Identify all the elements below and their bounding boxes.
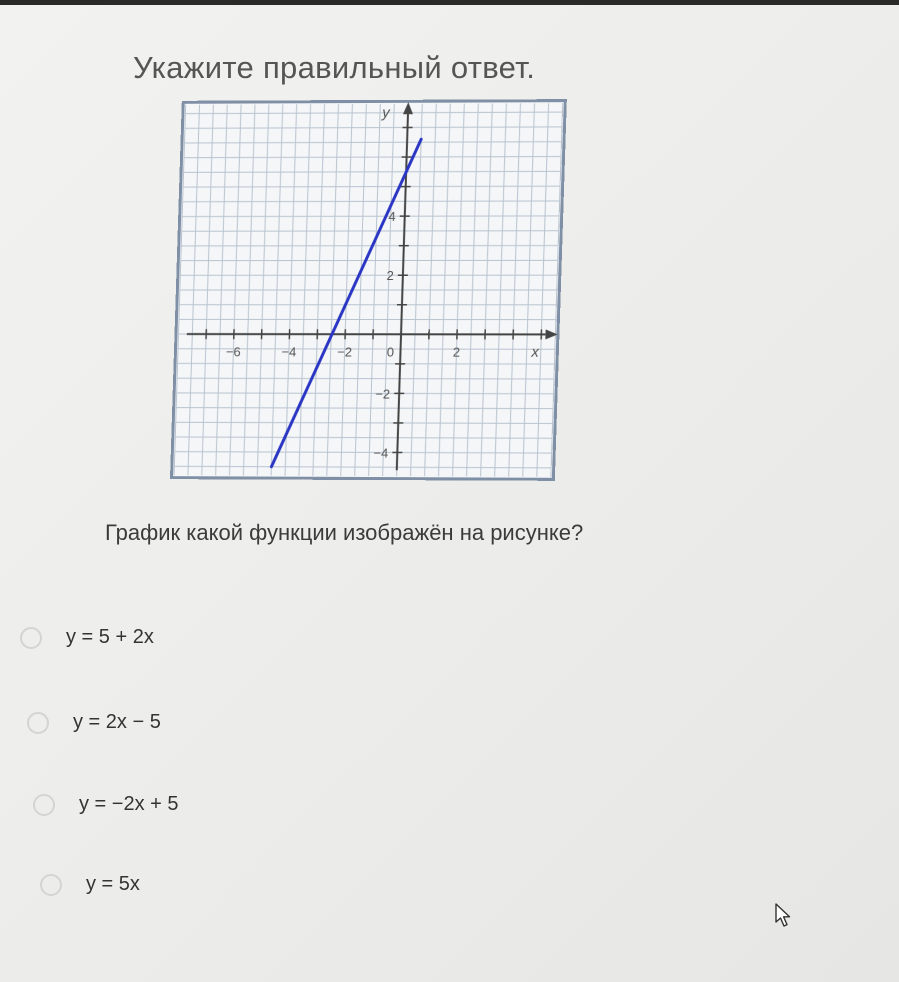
- function-graph: [170, 99, 567, 481]
- y-tick-label: −2: [375, 386, 391, 402]
- x-tick-label: −4: [281, 344, 297, 360]
- grid-line: [182, 231, 559, 232]
- x-axis-label: x: [531, 343, 540, 361]
- question-text: График какой функции изображён на рисунке?: [105, 520, 584, 545]
- y-tick-label: 4: [388, 209, 396, 225]
- y-tick-label: 2: [386, 268, 395, 284]
- x-tick-label: −6: [225, 344, 241, 360]
- grid-line: [182, 216, 559, 217]
- mouse-pointer-icon: [774, 902, 794, 928]
- option-label: y = 2x − 5: [73, 711, 161, 733]
- option-label: y = 5 + 2x: [66, 626, 154, 648]
- option-label: y = −2x + 5: [79, 793, 179, 815]
- x-tick-label: 0: [386, 344, 395, 360]
- radio-button[interactable]: [27, 712, 49, 734]
- option-1[interactable]: [20, 626, 154, 649]
- radio-button[interactable]: [40, 874, 62, 896]
- y-axis-label: y: [381, 104, 391, 122]
- radio-button[interactable]: [33, 794, 55, 816]
- x-tick-label: 2: [452, 344, 461, 360]
- grid-line: [178, 363, 555, 364]
- y-tick-label: −4: [373, 445, 389, 461]
- x-tick-label: −2: [336, 344, 353, 360]
- graph-svg: [170, 99, 567, 481]
- option-4[interactable]: [40, 873, 140, 896]
- option-label: y = 5x: [86, 873, 140, 895]
- option-2[interactable]: [27, 711, 161, 734]
- top-bar: [0, 0, 899, 5]
- instruction-title: Укажите правильный ответ.: [133, 50, 536, 85]
- radio-button[interactable]: [20, 627, 42, 649]
- option-3[interactable]: [33, 793, 179, 816]
